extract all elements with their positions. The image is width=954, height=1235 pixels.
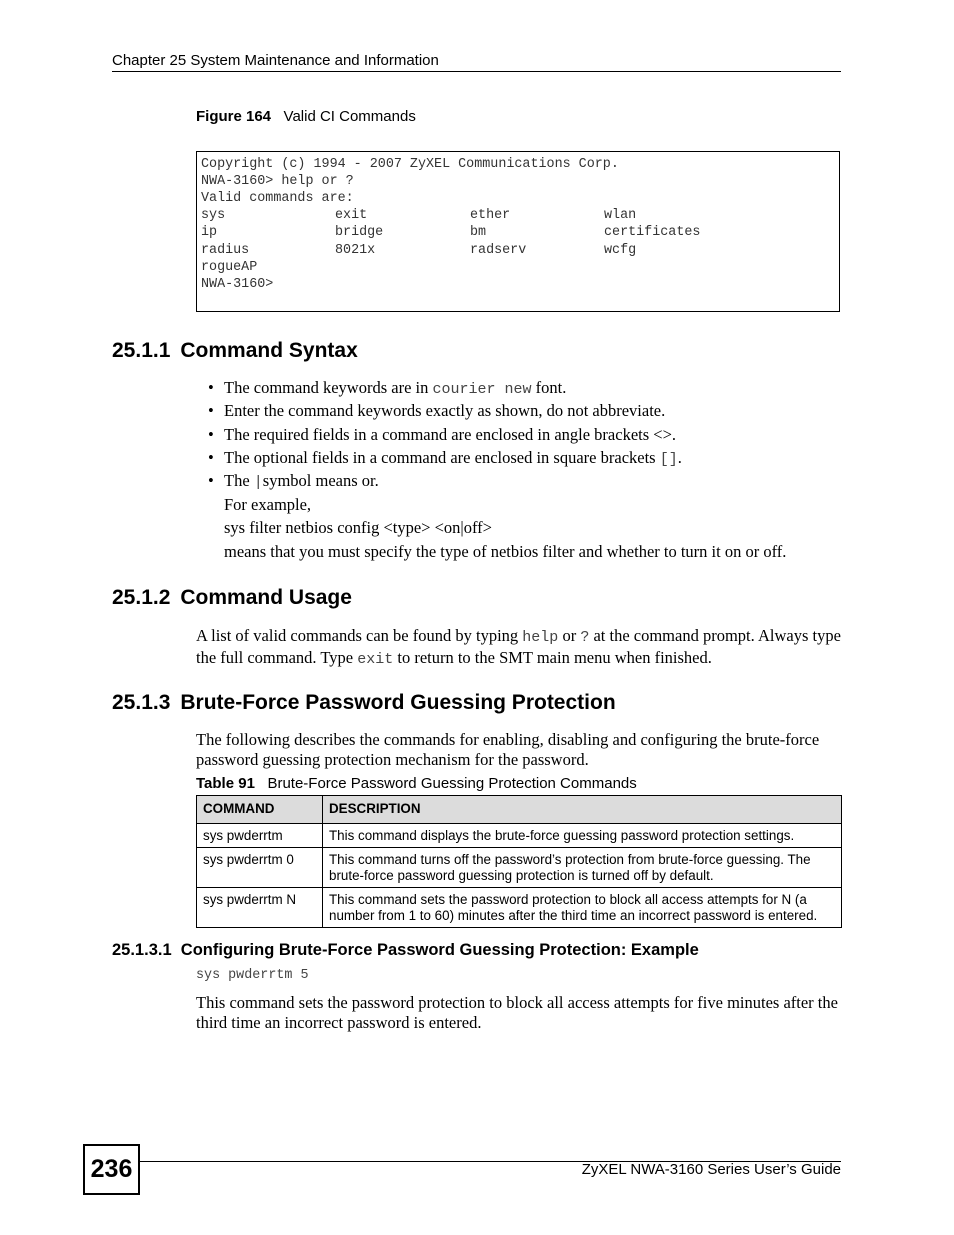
command-cell: sys pwderrtm xyxy=(197,823,323,848)
example-code: sys pwderrtm 5 xyxy=(196,968,309,983)
text: or xyxy=(558,626,581,645)
bullet-exact-keywords: Enter the command keywords exactly as shown, do not abbreviate. xyxy=(224,401,666,420)
table-caption xyxy=(196,775,637,792)
cli-line: NWA-3160> xyxy=(201,277,274,292)
text: to return to the SMT main menu when finished. xyxy=(393,648,712,667)
cli-command: wlan xyxy=(604,208,637,223)
text: A list of valid commands can be found by typing xyxy=(196,626,523,645)
inline-code: ? xyxy=(580,629,590,646)
bullet-required-fields: The required fields in a command are enclosed in angle brackets <>. xyxy=(224,425,677,444)
cli-command: ether xyxy=(470,208,511,223)
table-header-row xyxy=(197,796,842,824)
cli-command: exit xyxy=(335,208,368,223)
example-paragraph: This command sets the password protection to block all access attempts for five minutes after the third time an incorrect password is entered. xyxy=(196,993,838,1032)
text: The command keywords are in xyxy=(224,378,433,397)
text: font. xyxy=(531,378,567,397)
table-title: Brute-Force Password Guessing Protection Commands xyxy=(267,775,637,792)
subsection-heading-example: 25.1.3.1 Configuring Brute-Force Password Guessing Protection: Example xyxy=(112,941,699,959)
text: The xyxy=(224,471,254,490)
cli-command: bm xyxy=(470,225,487,240)
cli-command: radius xyxy=(201,243,250,258)
bullet-marker: • xyxy=(208,448,214,467)
cli-command: sys xyxy=(201,208,226,223)
column-header-command: COMMAND xyxy=(197,796,323,824)
cli-line: rogueAP xyxy=(201,260,258,275)
section-heading-command-usage xyxy=(112,586,352,610)
cli-line: Valid commands are: xyxy=(201,191,354,206)
column-header-description: DESCRIPTION xyxy=(323,796,842,824)
cli-command: 8021x xyxy=(335,243,376,258)
section-title: Brute-Force Password Guessing Protection xyxy=(180,691,616,714)
bullet-marker: • xyxy=(208,378,214,397)
section-number: 25.1.1 xyxy=(112,339,171,362)
brute-force-commands-table xyxy=(196,795,842,928)
inline-code: [] xyxy=(659,451,678,468)
figure-caption xyxy=(196,108,416,125)
cli-line: Copyright (c) 1994 - 2007 ZyXEL Communications Corp. xyxy=(201,157,619,172)
example-description: means that you must specify the type of netbios filter and whether to turn it on or off. xyxy=(224,542,787,561)
text: The optional fields in a command are enclosed in square brackets xyxy=(224,448,660,467)
description-cell: This command displays the brute-force guessing password protection settings. xyxy=(323,823,842,848)
cli-line: NWA-3160> help or ? xyxy=(201,174,354,189)
inline-code: help xyxy=(522,629,559,646)
section-heading-brute-force xyxy=(112,691,616,715)
bullet-font-note xyxy=(224,378,566,398)
inline-code: | xyxy=(253,474,263,491)
table-row xyxy=(197,888,842,928)
header-rule xyxy=(112,71,841,72)
text: . xyxy=(677,448,682,467)
inline-code: exit xyxy=(357,651,394,668)
section-number: 25.1.3 xyxy=(112,691,171,714)
brute-force-intro: The following describes the commands for enabling, disabling and configuring the brute-force password guessing protection mechanism for the password. xyxy=(196,730,820,769)
text: at the command prompt. Always type the full command. Type xyxy=(196,626,841,667)
cli-command: bridge xyxy=(335,225,384,240)
example-command: sys filter netbios config <type> <on|off> xyxy=(224,518,492,537)
cli-command: radserv xyxy=(470,243,527,258)
figure-title: Valid CI Commands xyxy=(283,108,416,125)
running-header: Chapter 25 System Maintenance and Information xyxy=(112,52,439,69)
description-cell: This command sets the password protection to block all access attempts for N (a number from 1 to 60) minutes after the third time an incorrect password is entered. xyxy=(323,888,842,928)
usage-paragraph xyxy=(196,626,842,670)
table-row xyxy=(197,823,842,848)
bullet-marker: • xyxy=(208,425,214,444)
cli-command: wcfg xyxy=(604,243,637,258)
command-cell: sys pwderrtm 0 xyxy=(197,848,323,888)
cli-command: certificates xyxy=(604,225,701,240)
table-row xyxy=(197,848,842,888)
cli-command: ip xyxy=(201,225,218,240)
section-heading-command-syntax xyxy=(112,339,358,363)
bullet-optional-fields xyxy=(224,448,682,468)
command-cell: sys pwderrtm N xyxy=(197,888,323,928)
section-title: Command Syntax xyxy=(180,339,358,362)
bullet-marker: • xyxy=(208,471,214,490)
table-label: Table 91 xyxy=(196,775,255,792)
section-number: 25.1.2 xyxy=(112,586,171,609)
page-number-box xyxy=(83,1144,140,1195)
bullet-pipe-symbol xyxy=(224,471,379,491)
figure-label: Figure 164 xyxy=(196,108,272,125)
page-number: 236 xyxy=(90,1155,133,1183)
text: symbol means or. xyxy=(262,471,379,490)
inline-code: courier new xyxy=(432,381,532,398)
cli-output-box xyxy=(196,151,840,312)
example-label: For example, xyxy=(224,495,312,514)
guide-title: ZyXEL NWA-3160 Series User’s Guide xyxy=(581,1161,841,1178)
bullet-marker: • xyxy=(208,401,214,420)
description-cell: This command turns off the password’s protection from brute-force guessing. The brute-force password guessing protection is turned off by default. xyxy=(323,848,842,888)
section-title: Command Usage xyxy=(180,586,352,609)
